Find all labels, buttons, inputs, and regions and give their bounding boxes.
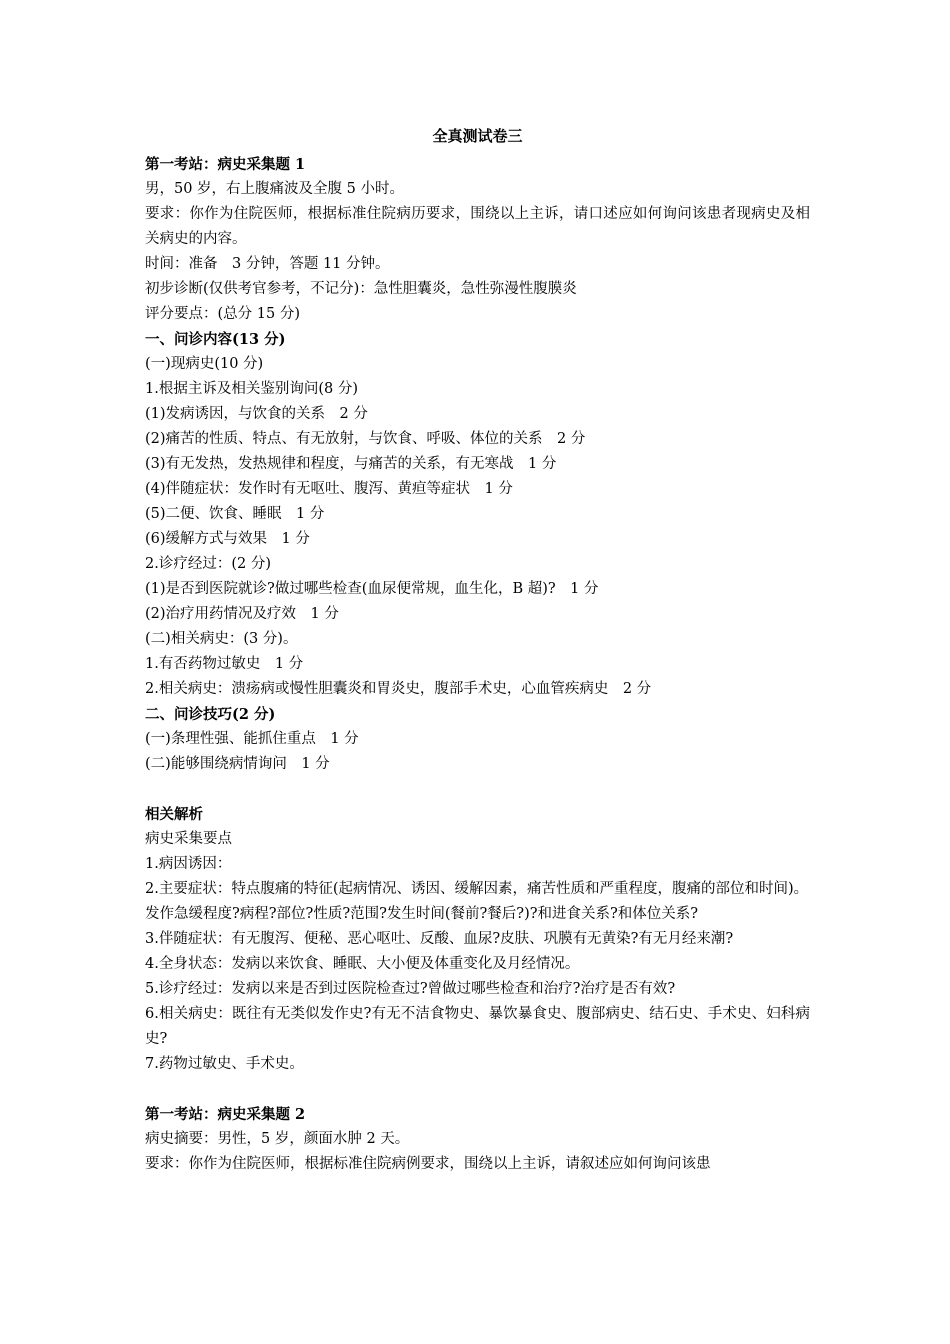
list-item: (6)缓解方式与效果 1 分 — [145, 531, 310, 547]
treatment-heading: 2.诊疗经过：(2 分) — [145, 556, 271, 572]
hpi-subheading: 1.根据主诉及相关鉴别询问(8 分) — [145, 381, 358, 397]
analysis-heading: 相关解析 — [145, 806, 203, 823]
list-item: (1)发病诱因，与饮食的关系 2 分 — [145, 406, 368, 422]
section2-heading: 第一考站：病史采集题 2 — [145, 1106, 306, 1123]
requirement-text: 要求：你作为住院医师，根据标准住院病例要求，围绕以上主诉，请叙述应如何询问该患 — [145, 1156, 711, 1172]
list-item: 2.相关病史：溃疡病或慢性胆囊炎和胃炎史，腹部手术史，心血管疾病史 2 分 — [145, 681, 652, 697]
list-item: (二)能够围绕病情询问 1 分 — [145, 756, 330, 772]
analysis-paragraph: 1.病因诱因： — [145, 856, 232, 872]
analysis-paragraph: 4.全身状态：发病以来饮食、睡眠、大小便及体重变化及月经情况。 — [145, 956, 580, 972]
analysis-paragraph: 3.伴随症状：有无腹泻、便秘、恶心呕吐、反酸、血尿?皮肤、巩膜有无黄染?有无月经来潮? — [145, 931, 734, 947]
spacer — [145, 777, 810, 802]
section1-heading: 第一考站：病史采集题 1 — [145, 156, 306, 173]
hpi-heading: (一)现病史(10 分) — [145, 356, 264, 372]
requirement-text: 要求：你作为住院医师，根据标准住院病历要求，围绕以上主诉，请口述应如何询问该患者现病史及相关病史的内容。 — [145, 206, 810, 247]
list-item: (1)是否到医院就诊?做过哪些检查(血尿便常规，血生化，B 超)? 1 分 — [145, 581, 599, 597]
analysis-paragraph: 2.主要症状：特点腹痛的特征(起病情况、诱因、缓解因素，痛苦性质和严重程度，腹痛的部位和时间)。 — [145, 881, 809, 897]
list-item: (2)治疗用药情况及疗效 1 分 — [145, 606, 339, 622]
diagnosis-text: 初步诊断(仅供考官参考，不记分)：急性胆囊炎，急性弥漫性腹膜炎 — [145, 281, 577, 297]
spacer — [145, 1077, 810, 1102]
analysis-paragraph: 6.相关病史：既往有无类似发作史?有无不洁食物史、暴饮暴食史、腹部病史、结石史、手术史、妇科病史? — [145, 1006, 810, 1047]
case-summary: 病史摘要：男性，5 岁，颜面水肿 2 天。 — [145, 1131, 410, 1147]
analysis-paragraph: 7.药物过敏史、手术史。 — [145, 1056, 304, 1072]
part1-heading: 一、问诊内容(13 分) — [145, 331, 286, 348]
time-text: 时间：准备 3 分钟，答题 11 分钟。 — [145, 256, 390, 272]
case-summary: 男，50 岁，右上腹痛波及全腹 5 小时。 — [145, 181, 405, 197]
list-item: 1.有否药物过敏史 1 分 — [145, 656, 304, 672]
analysis-paragraph: 5.诊疗经过：发病以来是否到过医院检查过?曾做过哪些检查和治疗?治疗是否有效? — [145, 981, 676, 997]
list-item: (2)痛苦的性质、特点、有无放射，与饮食、呼吸、体位的关系 2 分 — [145, 431, 586, 447]
document-title: 全真测试卷三 — [432, 127, 523, 145]
analysis-subheading: 病史采集要点 — [145, 831, 232, 847]
list-item: (4)伴随症状：发作时有无呕吐、腹泻、黄疸等症状 1 分 — [145, 481, 513, 497]
document-page — [145, 124, 810, 1177]
list-item: (3)有无发热，发热规律和程度，与痛苦的关系，有无寒战 1 分 — [145, 456, 557, 472]
related-history-heading: (二)相关病史：(3 分)。 — [145, 631, 298, 647]
scoring-text: 评分要点：(总分 15 分) — [145, 306, 300, 322]
analysis-paragraph: 发作急缓程度?病程?部位?性质?范围?发生时间(餐前?餐后?)?和进食关系?和体位关系? — [145, 906, 699, 922]
list-item: (5)二便、饮食、睡眠 1 分 — [145, 506, 325, 522]
part2-heading: 二、问诊技巧(2 分) — [145, 706, 276, 723]
list-item: (一)条理性强、能抓住重点 1 分 — [145, 731, 359, 747]
